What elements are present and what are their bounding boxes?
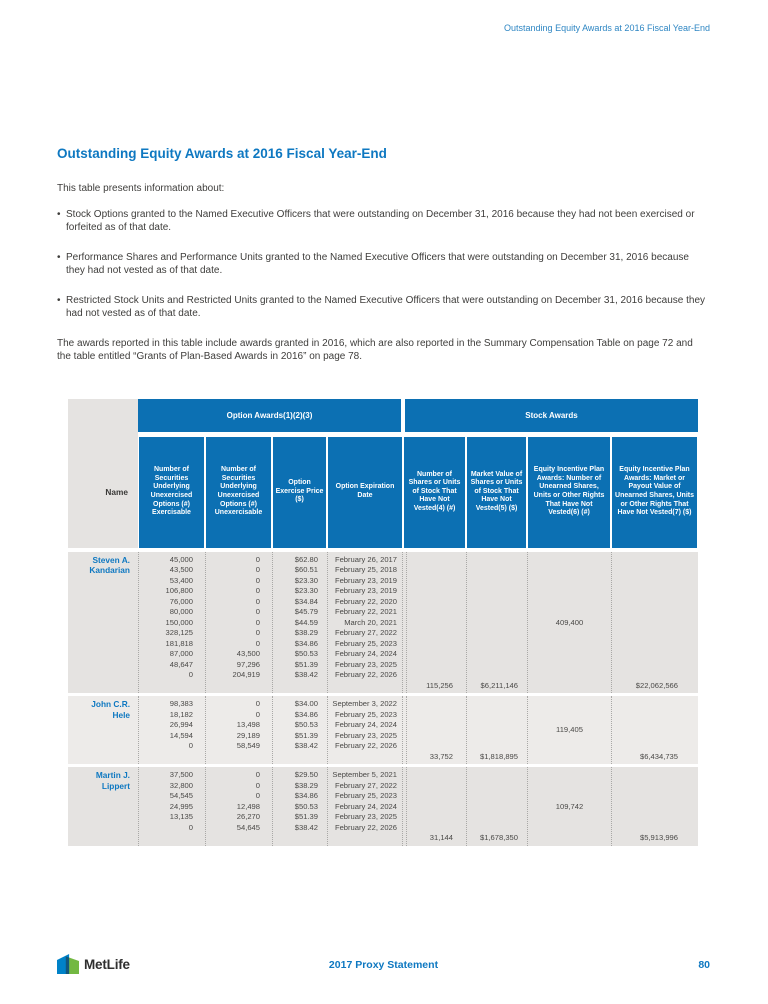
option-value: $34.00 <box>294 699 318 708</box>
option-value: 32,800 <box>169 780 193 790</box>
option-value: 58,549 <box>236 741 260 750</box>
option-value: February 23, 2019 <box>334 575 397 585</box>
col-exercise-price <box>272 696 327 764</box>
column-header: Number of Securities Underlying Unexercised Options (#) Exercisable <box>139 437 204 548</box>
option-value: 53,400 <box>169 575 193 585</box>
option-value: $38.29 <box>294 628 318 637</box>
intro-text: This table presents information about: <box>57 183 225 194</box>
option-value: $38.42 <box>294 822 318 832</box>
option-value: $23.30 <box>294 575 318 585</box>
option-value: $50.53 <box>294 720 318 729</box>
col-options-exercisable <box>138 696 205 764</box>
option-value: February 24, 2024 <box>334 649 397 658</box>
col-equity-plan-units <box>527 767 611 846</box>
option-value: 37,500 <box>169 770 193 779</box>
stock-value: $1,818,895 <box>479 751 518 761</box>
col-equity-plan-value <box>611 696 698 764</box>
option-value: $60.51 <box>294 565 318 574</box>
col-expiration-date <box>327 552 403 694</box>
option-value: 18,182 <box>169 709 193 719</box>
option-value: 98,383 <box>169 699 193 708</box>
page-number: 80 <box>698 959 710 971</box>
option-value: February 23, 2025 <box>334 730 397 740</box>
name-column-header: Name <box>105 487 128 497</box>
option-value: February 22, 2026 <box>334 741 397 750</box>
option-value: 43,500 <box>236 649 260 658</box>
option-value: 0 <box>255 638 260 648</box>
option-value: 80,000 <box>169 607 193 616</box>
option-value: February 23, 2019 <box>334 586 397 595</box>
option-value: 204,919 <box>232 670 260 679</box>
option-value: $38.42 <box>294 741 318 750</box>
stock-value: $22,062,566 <box>635 680 678 690</box>
option-value: 0 <box>255 607 260 616</box>
option-value: 0 <box>188 741 193 750</box>
option-value: 0 <box>255 554 260 564</box>
column-header: Market Value of Shares or Units of Stock That Have Not Vested(5) ($) <box>467 437 526 548</box>
col-expiration-date <box>327 696 403 764</box>
officer-block <box>68 767 698 846</box>
col-options-unexercisable <box>205 767 272 846</box>
option-value: February 24, 2024 <box>334 801 397 811</box>
option-value: 0 <box>255 596 260 606</box>
option-value: February 23, 2025 <box>334 659 397 669</box>
col-options-exercisable <box>138 552 205 694</box>
option-value: September 5, 2021 <box>332 770 397 779</box>
option-value: 54,645 <box>236 822 260 832</box>
option-value: February 22, 2026 <box>334 670 397 679</box>
option-value: 181,818 <box>165 638 193 648</box>
option-value: February 25, 2023 <box>334 709 397 719</box>
option-value: $34.86 <box>294 791 318 800</box>
option-value: 0 <box>188 822 193 832</box>
running-header: Outstanding Equity Awards at 2016 Fiscal Year-End <box>504 23 710 33</box>
officer-block <box>68 552 698 694</box>
col-exercise-price <box>272 767 327 846</box>
column-header: Option Exercise Price ($) <box>273 437 326 548</box>
stock-value: 33,752 <box>429 751 453 761</box>
option-value: $45.79 <box>294 607 318 616</box>
option-value: 0 <box>255 586 260 595</box>
option-value: 87,000 <box>169 649 193 658</box>
group-header-row <box>68 399 698 432</box>
column-header: Option Expiration Date <box>328 437 402 548</box>
bullet-item: • Performance Shares and Performance Units granted to the Named Executive Officers that were outstanding on December 31, 2016 because they had not vested as of that date. <box>57 251 709 278</box>
option-value: February 24, 2024 <box>334 720 397 729</box>
option-value: 43,500 <box>169 565 193 574</box>
option-value: 76,000 <box>169 596 193 606</box>
col-shares-unvested <box>406 767 466 846</box>
option-value: September 3, 2022 <box>332 699 397 708</box>
officer-name <box>68 696 138 764</box>
option-value: 26,270 <box>236 812 260 821</box>
option-value: $44.59 <box>294 617 318 627</box>
option-value: $51.39 <box>294 812 318 821</box>
col-equity-plan-value <box>611 552 698 694</box>
option-value: 0 <box>255 628 260 637</box>
column-header: Number of Securities Underlying Unexercised Options (#) Unexercisable <box>206 437 271 548</box>
option-value: 97,296 <box>236 659 260 669</box>
officer-name <box>68 552 138 694</box>
officer-name-line: Hele <box>112 709 130 720</box>
stock-value: $5,913,996 <box>639 833 678 842</box>
bullet-item: • Stock Options granted to the Named Executive Officers that were outstanding on December 31, 2016 because they had not been exercised or forfeited as of that date. <box>57 208 709 235</box>
option-value: $38.42 <box>294 670 318 679</box>
stock-value: 409,400 <box>555 617 584 627</box>
officer-name-line: Lippert <box>101 780 130 791</box>
option-value: $51.39 <box>294 659 318 669</box>
closing-paragraph: The awards reported in this table include awards granted in 2016, which are also reported in the Summary Compensation Table on page 72 and the table entitled “Grants of Plan-Based Awards in 2016” on page 78. <box>57 337 693 362</box>
metlife-wordmark: MetLife <box>84 956 130 972</box>
stock-value: 109,742 <box>555 801 584 811</box>
officer-name-line: Steven A. <box>92 554 130 565</box>
option-value: $50.53 <box>294 801 318 811</box>
column-header: Equity Incentive Plan Awards: Number of Unearned Shares, Units or Other Rights That Have Not Vested(6) (#) <box>528 437 610 548</box>
table-body <box>68 552 698 846</box>
option-value: $62.80 <box>294 554 318 564</box>
officer-name <box>68 767 138 846</box>
option-value: $23.30 <box>294 586 318 595</box>
stock-value: $6,211,146 <box>480 680 518 690</box>
option-value: 13,135 <box>169 812 193 821</box>
bullet-list <box>57 208 709 321</box>
option-value: 0 <box>255 699 260 708</box>
stock-value: 31,144 <box>429 833 453 842</box>
option-value: 0 <box>255 709 260 719</box>
option-value: 328,125 <box>165 628 193 637</box>
option-value: 150,000 <box>165 617 193 627</box>
page-footer <box>57 952 710 984</box>
column-header-row <box>68 437 698 548</box>
table-header <box>68 399 698 548</box>
option-value: February 25, 2018 <box>334 565 397 574</box>
option-value: 24,995 <box>169 801 193 811</box>
option-value: February 23, 2025 <box>334 812 397 821</box>
col-market-value <box>466 696 527 764</box>
option-value: 13,498 <box>236 720 260 729</box>
option-value: February 22, 2020 <box>334 596 397 606</box>
col-market-value <box>466 552 527 694</box>
col-options-exercisable <box>138 767 205 846</box>
option-value: 0 <box>188 670 193 679</box>
stock-value: 115,256 <box>426 680 453 690</box>
option-value: 26,994 <box>169 720 193 729</box>
option-value: 0 <box>255 791 260 800</box>
col-shares-unvested <box>406 696 466 764</box>
col-equity-plan-value <box>611 767 698 846</box>
option-value: March 20, 2021 <box>344 617 397 627</box>
officer-name-line: Kandarian <box>89 565 130 575</box>
section-title: Outstanding Equity Awards at 2016 Fiscal Year-End <box>57 146 387 161</box>
col-options-unexercisable <box>205 552 272 694</box>
option-value: $34.86 <box>294 709 318 719</box>
option-value: 0 <box>255 770 260 779</box>
option-value: 0 <box>255 617 260 627</box>
footer-center-text: 2017 Proxy Statement <box>328 959 439 971</box>
option-value: $29.50 <box>294 770 318 779</box>
option-value: $51.39 <box>294 730 318 740</box>
option-value: 106,800 <box>165 586 193 595</box>
col-exercise-price <box>272 552 327 694</box>
officer-name-line: John C.R. <box>91 699 130 709</box>
option-value: 14,594 <box>169 730 193 740</box>
option-value: February 22, 2021 <box>334 607 397 616</box>
column-header: Number of Shares or Units of Stock That Have Not Vested(4) (#) <box>404 437 465 548</box>
option-value: February 26, 2017 <box>334 554 397 564</box>
option-value: February 22, 2026 <box>334 822 397 832</box>
group-header-option-awards: Option Awards(1)(2)(3) <box>138 399 401 432</box>
stock-value: $1,678,350 <box>479 833 518 842</box>
stock-value: $6,434,735 <box>639 751 678 761</box>
option-value: February 25, 2023 <box>334 638 397 648</box>
col-shares-unvested <box>406 552 466 694</box>
col-equity-plan-units <box>527 696 611 764</box>
officer-block <box>68 696 698 764</box>
option-value: $50.53 <box>294 649 318 658</box>
col-market-value <box>466 767 527 846</box>
option-value: $34.84 <box>294 596 318 606</box>
option-value: 0 <box>255 565 260 574</box>
bullet-item: • Restricted Stock Units and Restricted Units granted to the Named Executive Officers that were outstanding on December 31, 2016 because they had not vested as of that date. <box>57 294 709 321</box>
option-value: 45,000 <box>169 554 193 564</box>
option-value: February 27, 2022 <box>334 628 397 637</box>
option-value: 48,647 <box>169 659 193 669</box>
option-value: 29,189 <box>236 730 260 740</box>
option-value: February 27, 2022 <box>334 780 397 790</box>
col-equity-plan-units <box>527 552 611 694</box>
equity-awards-table <box>68 399 698 846</box>
option-value: 12,498 <box>236 801 260 811</box>
stock-value: 119,405 <box>556 725 583 735</box>
column-header: Equity Incentive Plan Awards: Market or Payout Value of Unearned Shares, Units or Other Rights That Have Not Vested(7) ($) <box>612 437 697 548</box>
officer-name-line: Martin J. <box>95 770 130 780</box>
col-options-unexercisable <box>205 696 272 764</box>
option-value: February 25, 2023 <box>334 791 397 800</box>
option-value: $34.86 <box>294 638 318 648</box>
option-value: 0 <box>255 575 260 585</box>
option-value: $38.29 <box>294 780 318 790</box>
option-value: 54,545 <box>169 791 193 800</box>
col-expiration-date <box>327 767 403 846</box>
option-value: 0 <box>255 780 260 790</box>
group-header-stock-awards: Stock Awards <box>405 399 698 432</box>
